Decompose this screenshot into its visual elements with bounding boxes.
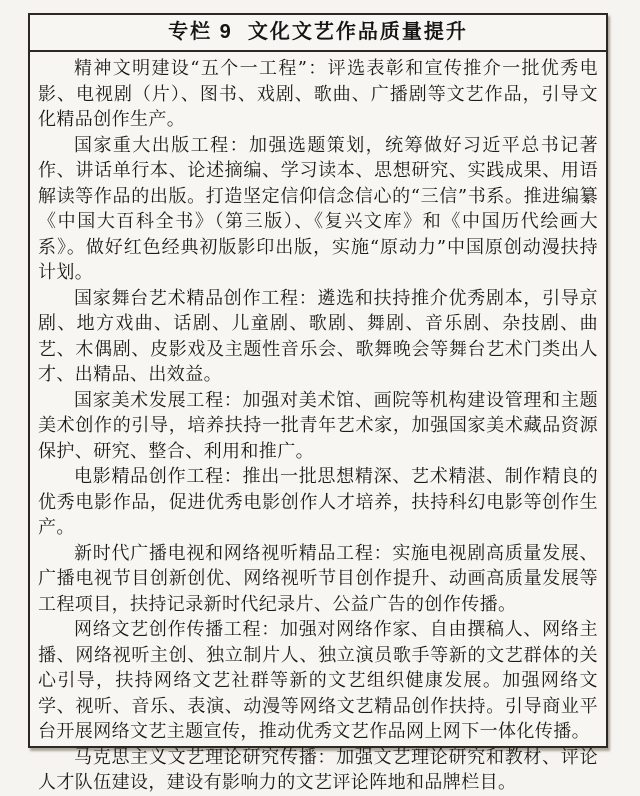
paragraph-marxist-theory-project: 马克思主义文艺理论研究传播：加强文艺理论研究和教材、评论人才队伍建设，建设有影响力的文艺评论阵地和品牌栏目。 [38,746,598,793]
paragraph-stage-art-project: 国家舞台艺术精品创作工程：遴选和扶持推介优秀剧本，引导京剧、地方戏曲、话剧、儿童剧、歌剧、舞剧、音乐剧、杂技剧、曲艺、木偶剧、皮影戏及主题性音乐会、歌舞晚会等舞台艺术门类出人才、出精品、出效益。 [38,287,598,385]
column-box-body [30,52,606,796]
paragraph-online-literature-project: 网络文艺创作传播工程：加强对网络作家、自由撰稿人、网络主播、网络视听主创、独立制片人、独立演员歌手等新的文艺群体的关心引导，扶持网络文艺社群等新的文艺组织健康发展。加强网络文学、视听、音乐、表演、动漫等网络文艺精品创作扶持。引导商业平台开展网络文艺主题宣传，推动优秀文艺作品网上网下一体化传播。 [38,619,598,742]
paragraph-film-project: 电影精品创作工程：推出一批思想精深、艺术精湛、制作精良的优秀电影作品，促进优秀电影创作人才培养，扶持科幻电影等创作生产。 [38,466,598,538]
paragraph-spiritual-civilization-project: 精神文明建设“五个一工程”：评选表彰和宣传推介一批优秀电影、电视剧（片）、图书、戏剧、歌曲、广播剧等文艺作品，引导文化精品创作生产。 [38,58,598,130]
paragraph-fine-arts-project: 国家美术发展工程：加强对美术馆、画院等机构建设管理和主题美术创作的引导，培养扶持一批青年艺术家，加强国家美术藏品资源保护、研究、整合、利用和推广。 [38,389,598,462]
column-box [28,13,608,793]
column-box-title: 专栏 9 文化文艺作品质量提升 [30,15,606,52]
paragraph-national-publishing-project: 国家重大出版工程：加强选题策划，统筹做好习近平总书记著作、讲话单行本、论述摘编、学习读本、思想研究、实践成果、用语解读等作品的出版。打造坚定信仰信念信心的“三信”书系。推进编纂《中国大百科全书》（第三版）、《复兴文库》和《中国历代绘画大系》。做好红色经典初版影印出版，实施“原动力”中国原创动漫扶持计划。 [38,134,598,283]
paragraph-broadcast-network-project: 新时代广播电视和网络视听精品工程：实施电视剧高质量发展、广播电视节目创新创优、网络视听节目创作提升、动画高质量发展等工程项目，扶持记录新时代纪录片、公益广告的创作传播。 [38,542,598,615]
